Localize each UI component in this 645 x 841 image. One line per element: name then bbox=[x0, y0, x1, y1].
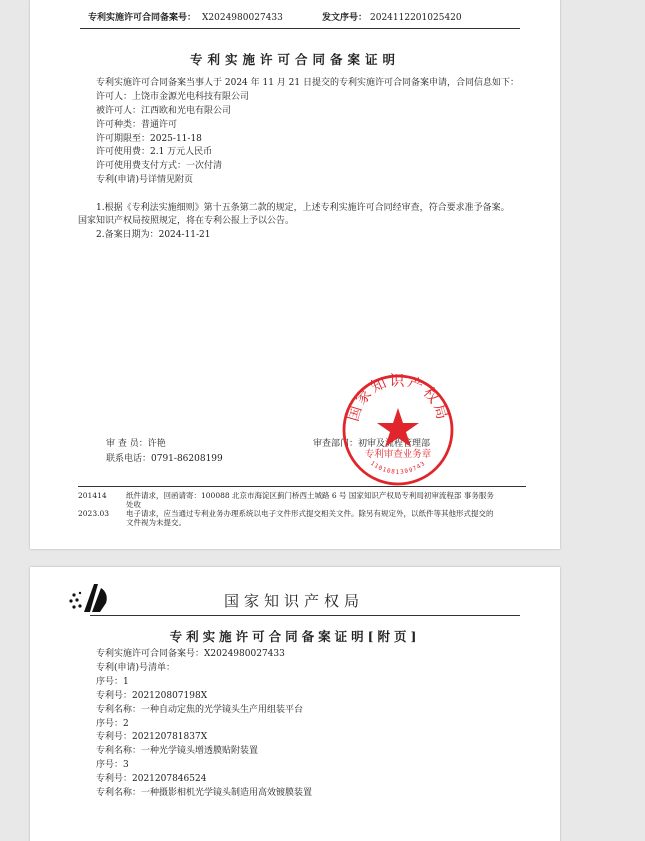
phone: 联系电话：0791-86208199 bbox=[106, 454, 223, 464]
footer-code-1: 201414 bbox=[78, 491, 107, 500]
list-item-patent-no: 专利号：202120781837X bbox=[96, 732, 208, 742]
list-item-patent-no: 专利号：2021207846524 bbox=[96, 774, 207, 784]
cnipa-logo-icon bbox=[68, 581, 112, 613]
header-divider bbox=[80, 28, 520, 29]
note-1-line-2: 国家知识产权局按照规定，将在专利公报上予以公告。 bbox=[78, 216, 295, 226]
field-licensee: 被许可人：江西欧和光电有限公司 bbox=[96, 106, 232, 116]
official-seal bbox=[340, 372, 456, 488]
department: 审查部门：初审及流程管理部 bbox=[313, 439, 431, 449]
footer-line-1b: 处收 bbox=[126, 500, 141, 509]
seal-sub-text: 专利审查业务章 bbox=[364, 449, 432, 460]
star-icon bbox=[377, 408, 419, 447]
field-license-type: 许可种类：普通许可 bbox=[96, 120, 178, 130]
certificate-page bbox=[30, 0, 560, 549]
list-item-seq: 序号：1 bbox=[96, 677, 129, 687]
doc-no-label: 发文序号： bbox=[322, 13, 368, 23]
page-title: 专利实施许可合同备案证明 bbox=[189, 52, 400, 67]
record-no-label: 专利实施许可合同备案号： bbox=[88, 13, 197, 23]
list-item-seq: 序号：2 bbox=[96, 719, 129, 729]
seal-org-text: 国家知识产权局 bbox=[343, 372, 453, 424]
intro-text: 专利实施许可合同备案当事人于 2024 年 11 月 21 日提交的专利实施许可合同备案申请，合同信息如下： bbox=[96, 78, 519, 88]
note-1-line-1: 1.根据《专利法实施细则》第十五条第二款的规定，上述专利实施许可合同经审查，符合要求准予备案。 bbox=[96, 203, 510, 213]
svg-text:1101081309743 bbox=[369, 460, 427, 476]
list-item-patent-name: 专利名称：一种自动定焦的光学镜头生产用组装平台 bbox=[96, 705, 304, 715]
footer-line-2: 电子请求，应当通过专利业务办理系统以电子文件形式提交相关文件。除另有规定外，以纸件等其他形式提交的 bbox=[126, 509, 494, 518]
footer-line-2b: 文件视为未提交。 bbox=[126, 518, 186, 527]
field-licensor: 许可人：上饶市金源光电科技有限公司 bbox=[96, 92, 250, 102]
logo-divider bbox=[90, 615, 520, 616]
list-item-patent-name: 专利名称：一种摄影相机光学镜头制造用高效镀膜装置 bbox=[96, 788, 313, 798]
field-fee: 许可使用费：2.1 万元人民币 bbox=[96, 147, 213, 157]
footer-divider bbox=[78, 486, 526, 487]
note-2: 2.备案日期为：2024-11-21 bbox=[96, 230, 211, 240]
list-item-patent-no: 专利号：202120807198X bbox=[96, 691, 208, 701]
patent-list-title: 专利(申请)号清单： bbox=[96, 663, 176, 673]
reviewer: 审 查 员：许艳 bbox=[106, 439, 166, 449]
attachment-page bbox=[30, 567, 560, 841]
doc-no: 2024112201025420 bbox=[370, 13, 462, 23]
field-payment: 许可使用费支付方式：一次付清 bbox=[96, 161, 223, 171]
attachment-record-no: 专利实施许可合同备案号：X2024980027433 bbox=[96, 649, 285, 659]
record-no: X2024980027433 bbox=[202, 13, 283, 23]
org-title: 国家知识产权局 bbox=[224, 592, 365, 610]
footer-line-1: 纸件请求，回函请寄：100088 北京市海淀区蓟门桥西土城路 6 号 国家知识产权局专利局初审流程部 事务服务 bbox=[126, 491, 494, 500]
field-detail-note: 专利(申请)号详情见附页 bbox=[96, 175, 194, 185]
footer-code-2: 2023.03 bbox=[78, 509, 110, 518]
list-item-patent-name: 专利名称：一种光学镜头增透膜贴附装置 bbox=[96, 746, 259, 756]
seal-code-text: 1101081309743 bbox=[368, 459, 428, 476]
attachment-title: 专利实施许可合同备案证明[附页] bbox=[169, 629, 421, 644]
field-term: 许可期限至：2025-11-18 bbox=[96, 134, 202, 144]
list-item-seq: 序号：3 bbox=[96, 760, 129, 770]
